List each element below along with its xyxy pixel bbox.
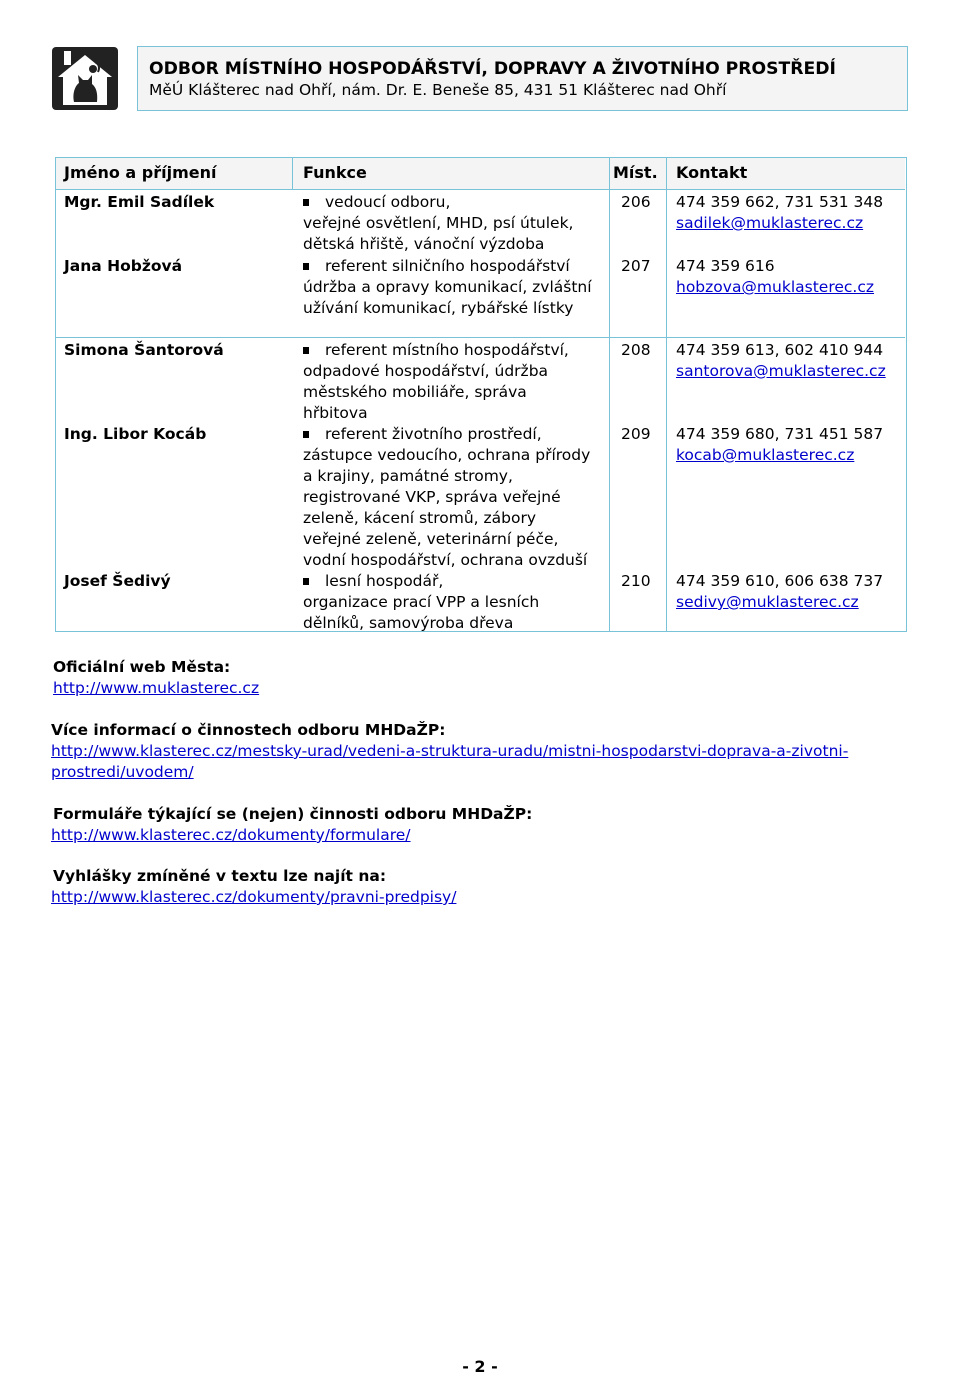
column-divider [666,158,667,631]
staff-function: vedoucí odboru, veřejné osvětlení, MHD, psí útulek, dětská hřiště, vánoční výzdoba [303,193,574,253]
staff-function: lesní hospodář, organizace prací VPP a lesních dělníků, samovýroba dřeva [303,572,540,632]
contact [676,192,883,234]
column-header-function: Funkce [303,163,367,182]
more-info-link[interactable]: http://www.klasterec.cz/mestsky-urad/vedeni-a-struktura-uradu/mistni-hospodarstvi-doprava-a-zivotni- [51,742,849,760]
phone: 474 359 613, 602 410 944 [676,341,884,359]
department-title: ODBOR MÍSTNÍHO HOSPODÁŘSTVÍ, DOPRAVY A ŽIVOTNÍHO PROSTŘEDÍ [149,59,836,79]
forms-section [53,804,532,846]
staff-name: Mgr. Emil Sadílek [64,193,215,211]
bullet-icon [303,347,309,354]
staff-name: Simona Šantorová [64,341,224,359]
section-title: Více informací o činnostech odboru MHDaŽP: [51,721,446,739]
column-header-contact: Kontakt [676,163,748,182]
decrees-link[interactable]: http://www.klasterec.cz/dokumenty/pravni-predpisy/ [51,888,457,906]
staff-name: Josef Šedivý [64,572,171,590]
staff-function: referent místního hospodářství, odpadové hospodářství, údržba městského mobiliáře, správa hřbitova [303,341,569,422]
column-header-room: Míst. [613,163,658,182]
room-number: 207 [621,257,651,275]
bullet-icon [303,263,309,270]
email-link[interactable]: santorova@muklasterec.cz [676,362,886,380]
more-info-section [51,720,848,783]
phone: 474 359 662, 731 531 348 [676,193,884,211]
staff-table [55,157,907,632]
staff-function: referent životního prostředí, zástupce vedoucího, ochrana přírody a krajiny, památné stromy, registrované VKP, správa veřejné zeleně, kácení stromů, zábory veřejné zeleně, veterinární péče, vodní hospodářství, ochrana ovzduší [303,425,591,569]
contact [676,340,886,382]
row-divider [56,337,905,338]
email-link[interactable]: hobzova@muklasterec.cz [676,278,875,296]
forms-link[interactable]: http://www.klasterec.cz/dokumenty/formulare/ [51,826,411,844]
official-web-section [53,657,259,699]
column-divider [609,158,610,631]
more-info-link-continuation[interactable]: prostredi/uvodem/ [51,763,194,781]
email-link[interactable]: kocab@muklasterec.cz [676,446,855,464]
contact [676,424,883,466]
department-address: MěÚ Klášterec nad Ohří, nám. Dr. E. Beneše 85, 431 51 Klášterec nad Ohří [149,81,727,99]
bullet-icon [303,431,309,438]
room-number: 206 [621,193,651,211]
phone: 474 359 680, 731 451 587 [676,425,884,443]
table-header [56,158,905,190]
staff-name: Ing. Libor Kocáb [64,425,207,443]
page-number: - 2 - [462,1357,498,1375]
header-divider [292,158,293,190]
section-title: Formuláře týkající se (nejen) činnosti odboru MHDaŽP: [53,805,533,823]
bullet-icon [303,199,309,206]
contact [676,256,874,298]
house-with-dog-icon [52,47,118,110]
room-number: 208 [621,341,651,359]
official-web-link[interactable]: http://www.muklasterec.cz [53,679,260,697]
phone: 474 359 616 [676,257,775,275]
bullet-icon [303,578,309,585]
header-box [137,46,908,111]
column-header-name: Jméno a příjmení [64,163,217,182]
staff-function: referent silničního hospodářství údržba a opravy komunikací, zvláštní užívání komunikací, rybářské lístky [303,257,592,317]
room-number: 209 [621,425,651,443]
room-number: 210 [621,572,651,590]
contact [676,571,883,613]
phone: 474 359 610, 606 638 737 [676,572,884,590]
section-title: Vyhlášky zmíněné v textu lze najít na: [53,867,387,885]
email-link[interactable]: sedivy@muklasterec.cz [676,593,859,611]
staff-name: Jana Hobžová [64,257,183,275]
section-title: Oficiální web Města: [53,658,231,676]
email-link[interactable]: sadilek@muklasterec.cz [676,214,864,232]
decrees-section [53,866,456,908]
